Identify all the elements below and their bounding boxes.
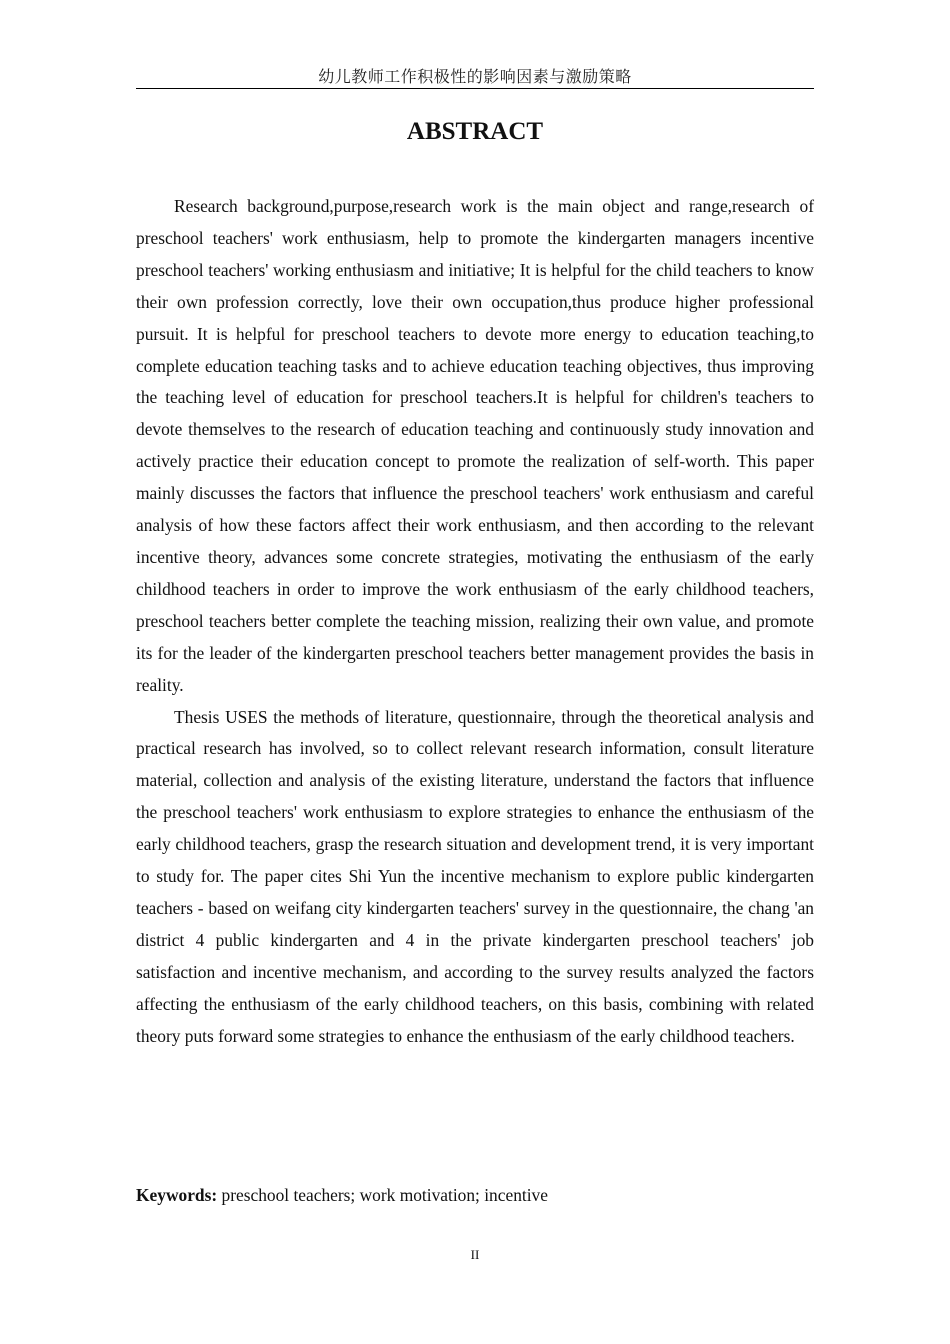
keywords-label: Keywords:: [136, 1185, 218, 1205]
keywords-text: preschool teachers; work motivation; incentive: [217, 1185, 548, 1205]
header-rule: [136, 88, 814, 89]
page-number: II: [470, 1247, 480, 1262]
abstract-title: ABSTRACT: [406, 118, 544, 145]
keywords-line: [136, 1180, 814, 1211]
abstract-paragraph-1: Research background,purpose,research work is the main object and range,research of preschool teachers' work enthusiasm, help to promote the kindergarten managers incentive preschool teachers' working enthusiasm and initiative; It is helpful for the child teachers to know their own profession correctly, love their own occupation,thus produce higher professional pursuit. It is helpful for preschool teachers to devote more energy to education teaching,to complete education teaching tasks and to achieve education teaching objectives, thus improving the teaching level of education for preschool teachers.It is helpful for children's teachers to devote themselves to the research of education teaching and continuously study innovation and actively practice their education concept to promote the realization of self-worth. This paper mainly discusses the factors that influence the preschool teachers' work enthusiasm and careful analysis of how these factors affect their work enthusiasm, and then according to the relevant incentive theory, advances some concrete strategies, motivating the enthusiasm of the early childhood teachers in order to improve the work enthusiasm of the early childhood teachers, preschool teachers better complete the teaching mission, realizing their own value, and promote its for the leader of the kindergarten preschool teachers better management provides the basis in reality.: [136, 196, 814, 695]
running-header: 幼儿教师工作积极性的影响因素与激励策略: [318, 67, 632, 86]
abstract-body: [136, 191, 814, 1052]
abstract-paragraph-2: Thesis USES the methods of literature, questionnaire, through the theoretical analysis and practical research has involved, so to collect relevant research information, consult literature material, collection and analysis of the existing literature, understand the factors that influence the preschool teachers' work enthusiasm to explore strategies to enhance the enthusiasm of the early childhood teachers, grasp the research situation and development trend, it is very important to study for. The paper cites Shi Yun the incentive mechanism to explore public kindergarten teachers - based on weifang city kindergarten teachers' survey in the questionnaire, the chang 'an district 4 public kindergarten and 4 in the private kindergarten preschool teachers' job satisfaction and incentive mechanism, and according to the survey results analyzed the factors affecting the enthusiasm of the early childhood teachers, on this basis, combining with related theory puts forward some strategies to enhance the enthusiasm of the early childhood teachers.: [136, 706, 814, 1046]
